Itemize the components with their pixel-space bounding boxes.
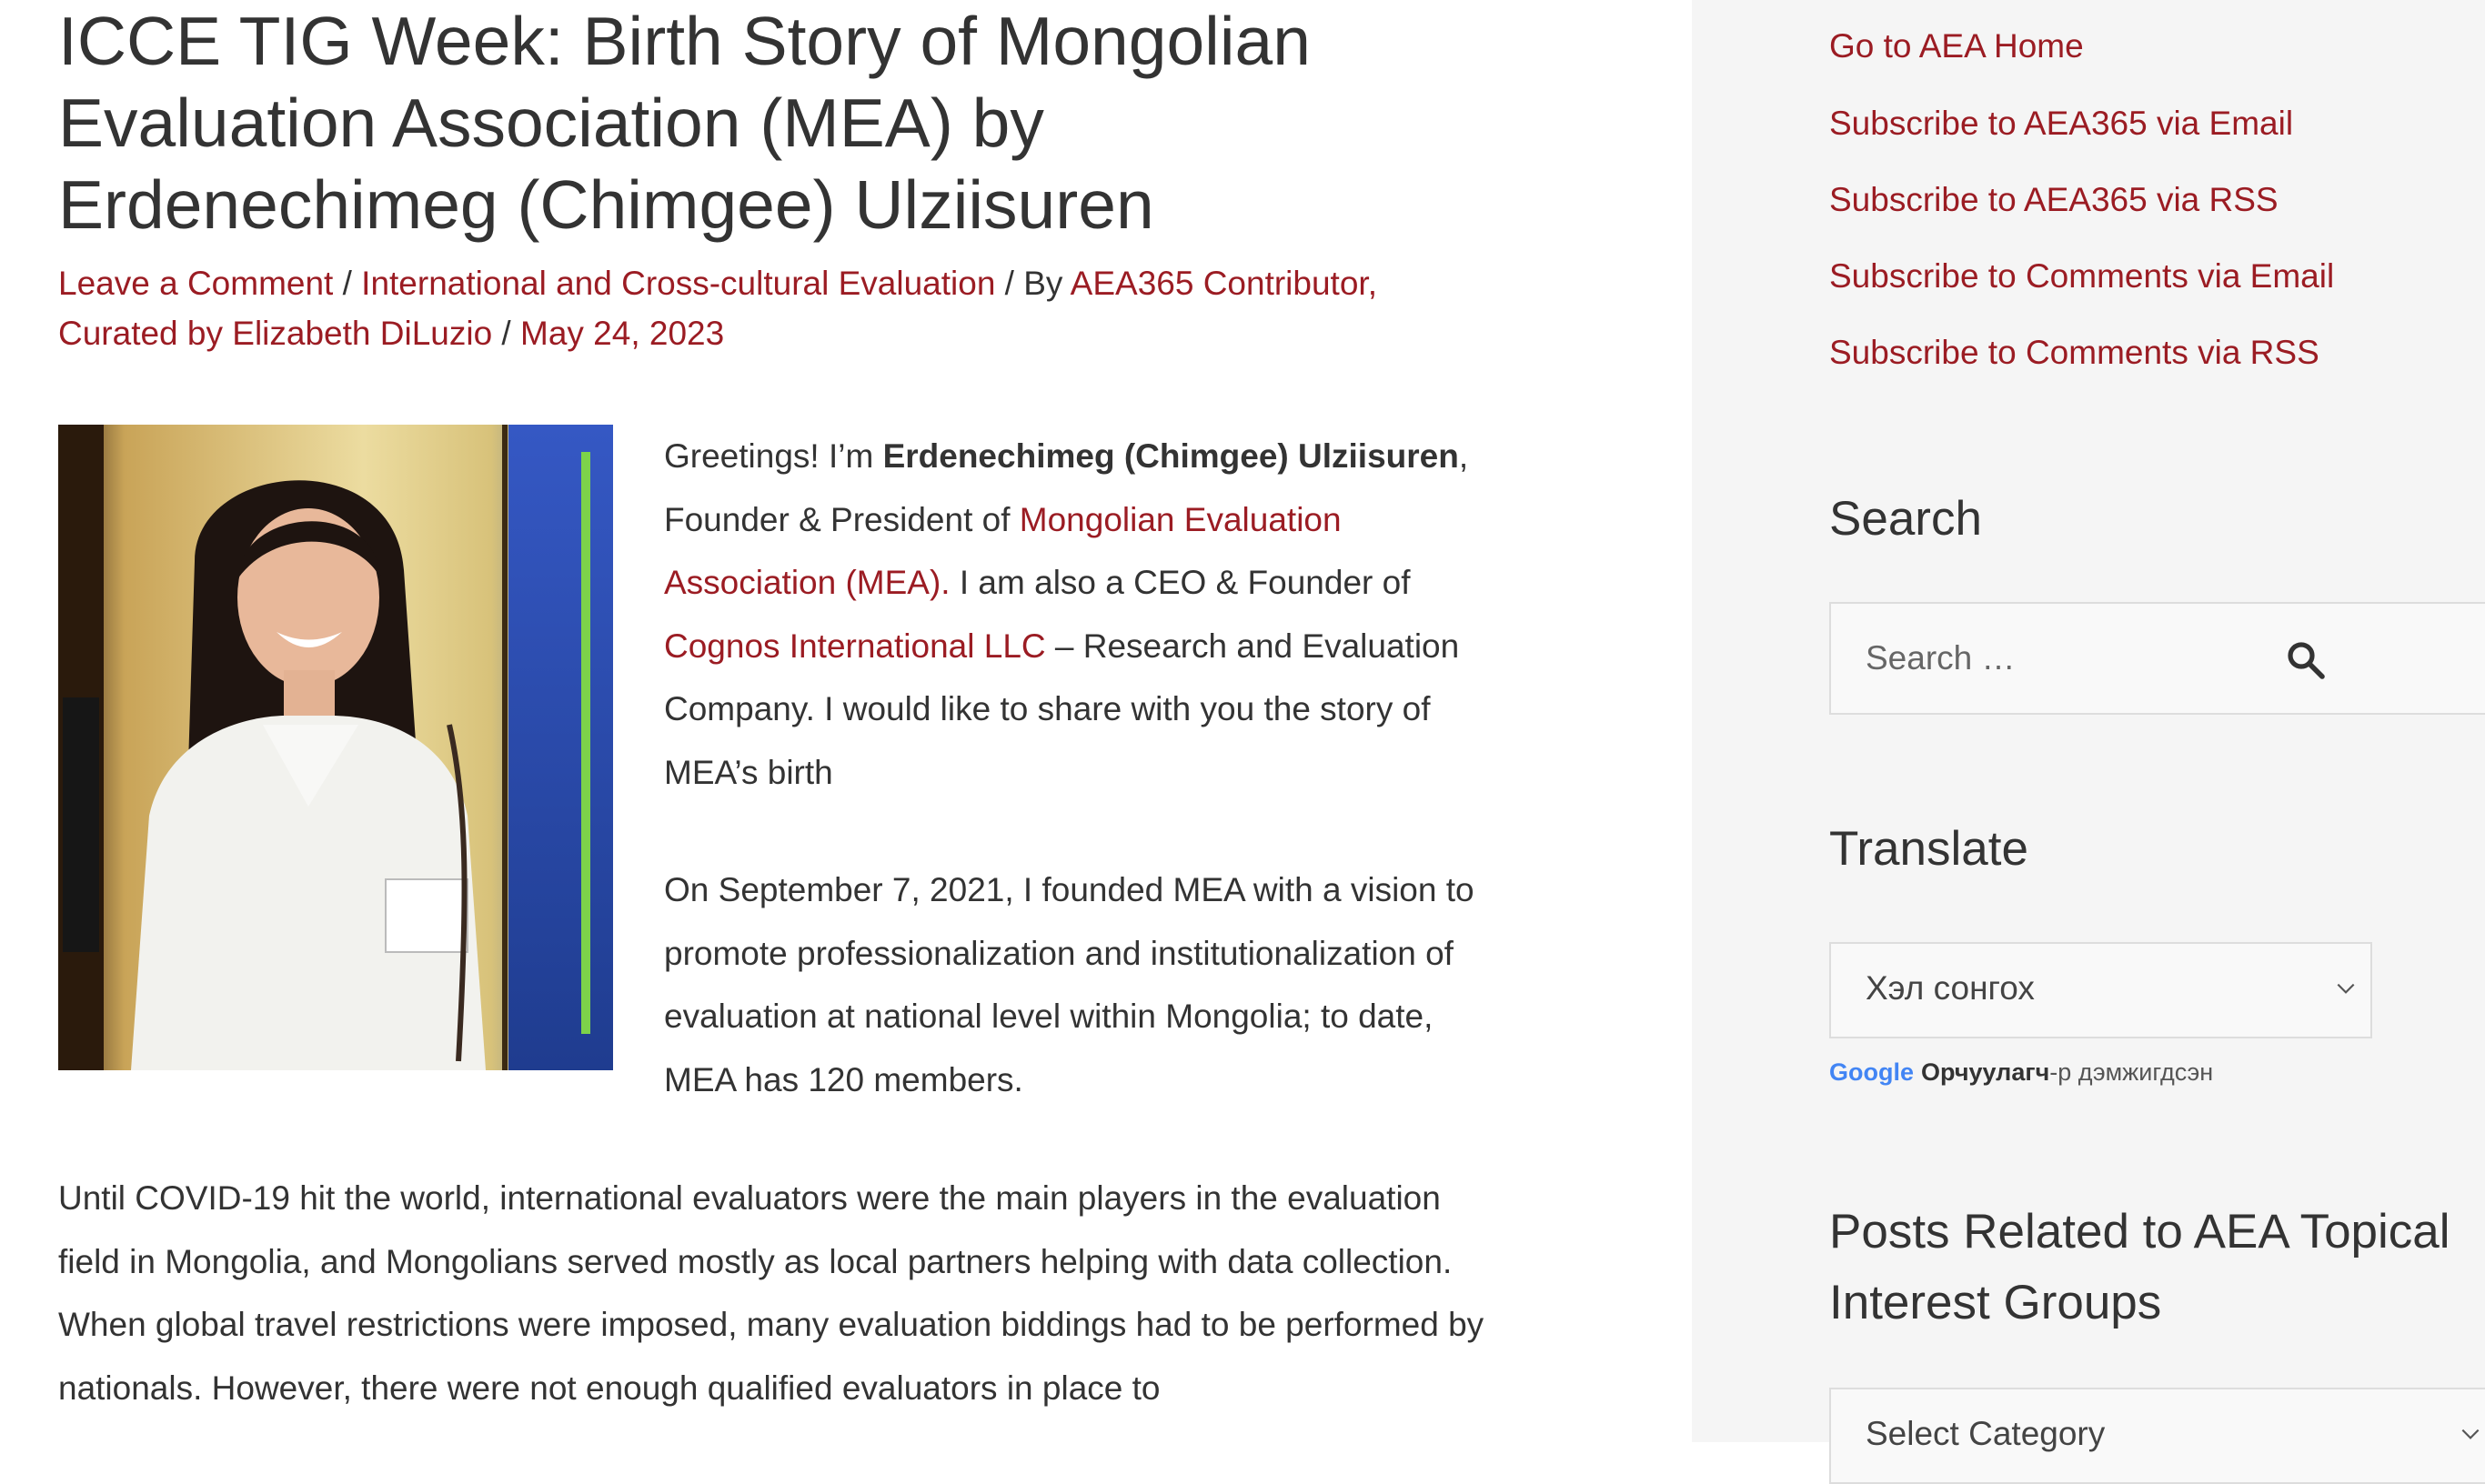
sidebar xyxy=(1692,0,2485,1452)
author-link[interactable]: AEA365 Contributor, Curated by Elizabeth DiLuzio xyxy=(58,265,1377,352)
meta-by: / By xyxy=(995,265,1071,302)
translate-widget-title: Translate xyxy=(1829,822,2028,876)
google-translate-credit xyxy=(1829,1058,2213,1087)
page-title: ICCE TIG Week: Birth Story of Mongolian Evaluation Association (MEA) by Erdenechimeg (Chimgee) Ulziisuren xyxy=(58,3,1311,243)
sidebar-link-aea-home[interactable]: Go to AEA Home xyxy=(1829,27,2084,65)
author-portrait xyxy=(58,425,613,1070)
search-widget-title: Search xyxy=(1829,492,1982,546)
intro-text: – Research and Evaluation Company. I would like to share with you the story of MEA’s birth xyxy=(664,627,1460,791)
sidebar-link-comments-rss[interactable]: Subscribe to Comments via RSS xyxy=(1829,334,2319,371)
translator-name[interactable]: Орчуулагч xyxy=(1921,1058,2050,1086)
search-icon[interactable] xyxy=(2284,638,2328,682)
portrait-image xyxy=(58,425,613,1070)
sidebar-link-subscribe-rss[interactable]: Subscribe to AEA365 via RSS xyxy=(1829,181,2279,218)
date-link[interactable]: May 24, 2023 xyxy=(520,315,725,352)
sidebar-link-comments-email[interactable]: Subscribe to Comments via Email xyxy=(1829,257,2335,295)
intro-paragraph xyxy=(664,425,1483,804)
language-select[interactable] xyxy=(1829,942,2372,1038)
intro-text: , Founder & President of xyxy=(664,437,1469,538)
leave-comment-link[interactable]: Leave a Comment xyxy=(58,265,334,302)
search-form xyxy=(1829,602,2485,715)
posts-widget-title: Posts Related to AEA Topical Interest Groups xyxy=(1829,1205,2450,1329)
category-select[interactable] xyxy=(1829,1388,2485,1484)
language-select-value: Хэл сонгох xyxy=(1866,969,2035,1007)
category-link[interactable]: International and Cross-cultural Evaluation xyxy=(361,265,996,302)
cognos-link[interactable]: Cognos International LLC xyxy=(664,627,1046,665)
chevron-down-icon xyxy=(2459,1422,2482,1446)
intro-text: I am also a CEO & Founder of xyxy=(950,564,1411,601)
meta-separator: / xyxy=(492,315,520,352)
meta-separator: / xyxy=(333,265,362,302)
mea-link[interactable]: Mongolian Evaluation Association (MEA). xyxy=(664,500,1342,601)
chevron-down-icon xyxy=(2334,977,2358,1000)
search-input[interactable] xyxy=(1831,604,2485,713)
post-meta xyxy=(58,258,1477,358)
author-name: Erdenechimeg (Chimgee) Ulziisuren xyxy=(882,437,1459,475)
founding-paragraph: On September 7, 2021, I founded MEA with a vision to promote professionalization and institutionalization of evaluation at national level within Mongolia; to date, MEA has 120 members. xyxy=(664,871,1474,1098)
intro-text: Greetings! I’m xyxy=(664,437,883,475)
google-logo xyxy=(1829,1058,1914,1086)
category-select-value: Select Category xyxy=(1866,1415,2106,1452)
google-wordmark: Google xyxy=(1829,1058,1914,1086)
covid-paragraph: Until COVID-19 hit the world, international evaluators were the main players in the evaluation field in Mongolia, and Mongolians served mostly as local partners helping with data collection. When global travel restrictions were imposed, many evaluation biddings had to be performed by nationals. However, there were not enough qualified evaluators in place to xyxy=(58,1179,1484,1407)
translator-suffix: -р дэмжигдсэн xyxy=(2049,1058,2214,1086)
sidebar-link-subscribe-email[interactable]: Subscribe to AEA365 via Email xyxy=(1829,105,2294,142)
